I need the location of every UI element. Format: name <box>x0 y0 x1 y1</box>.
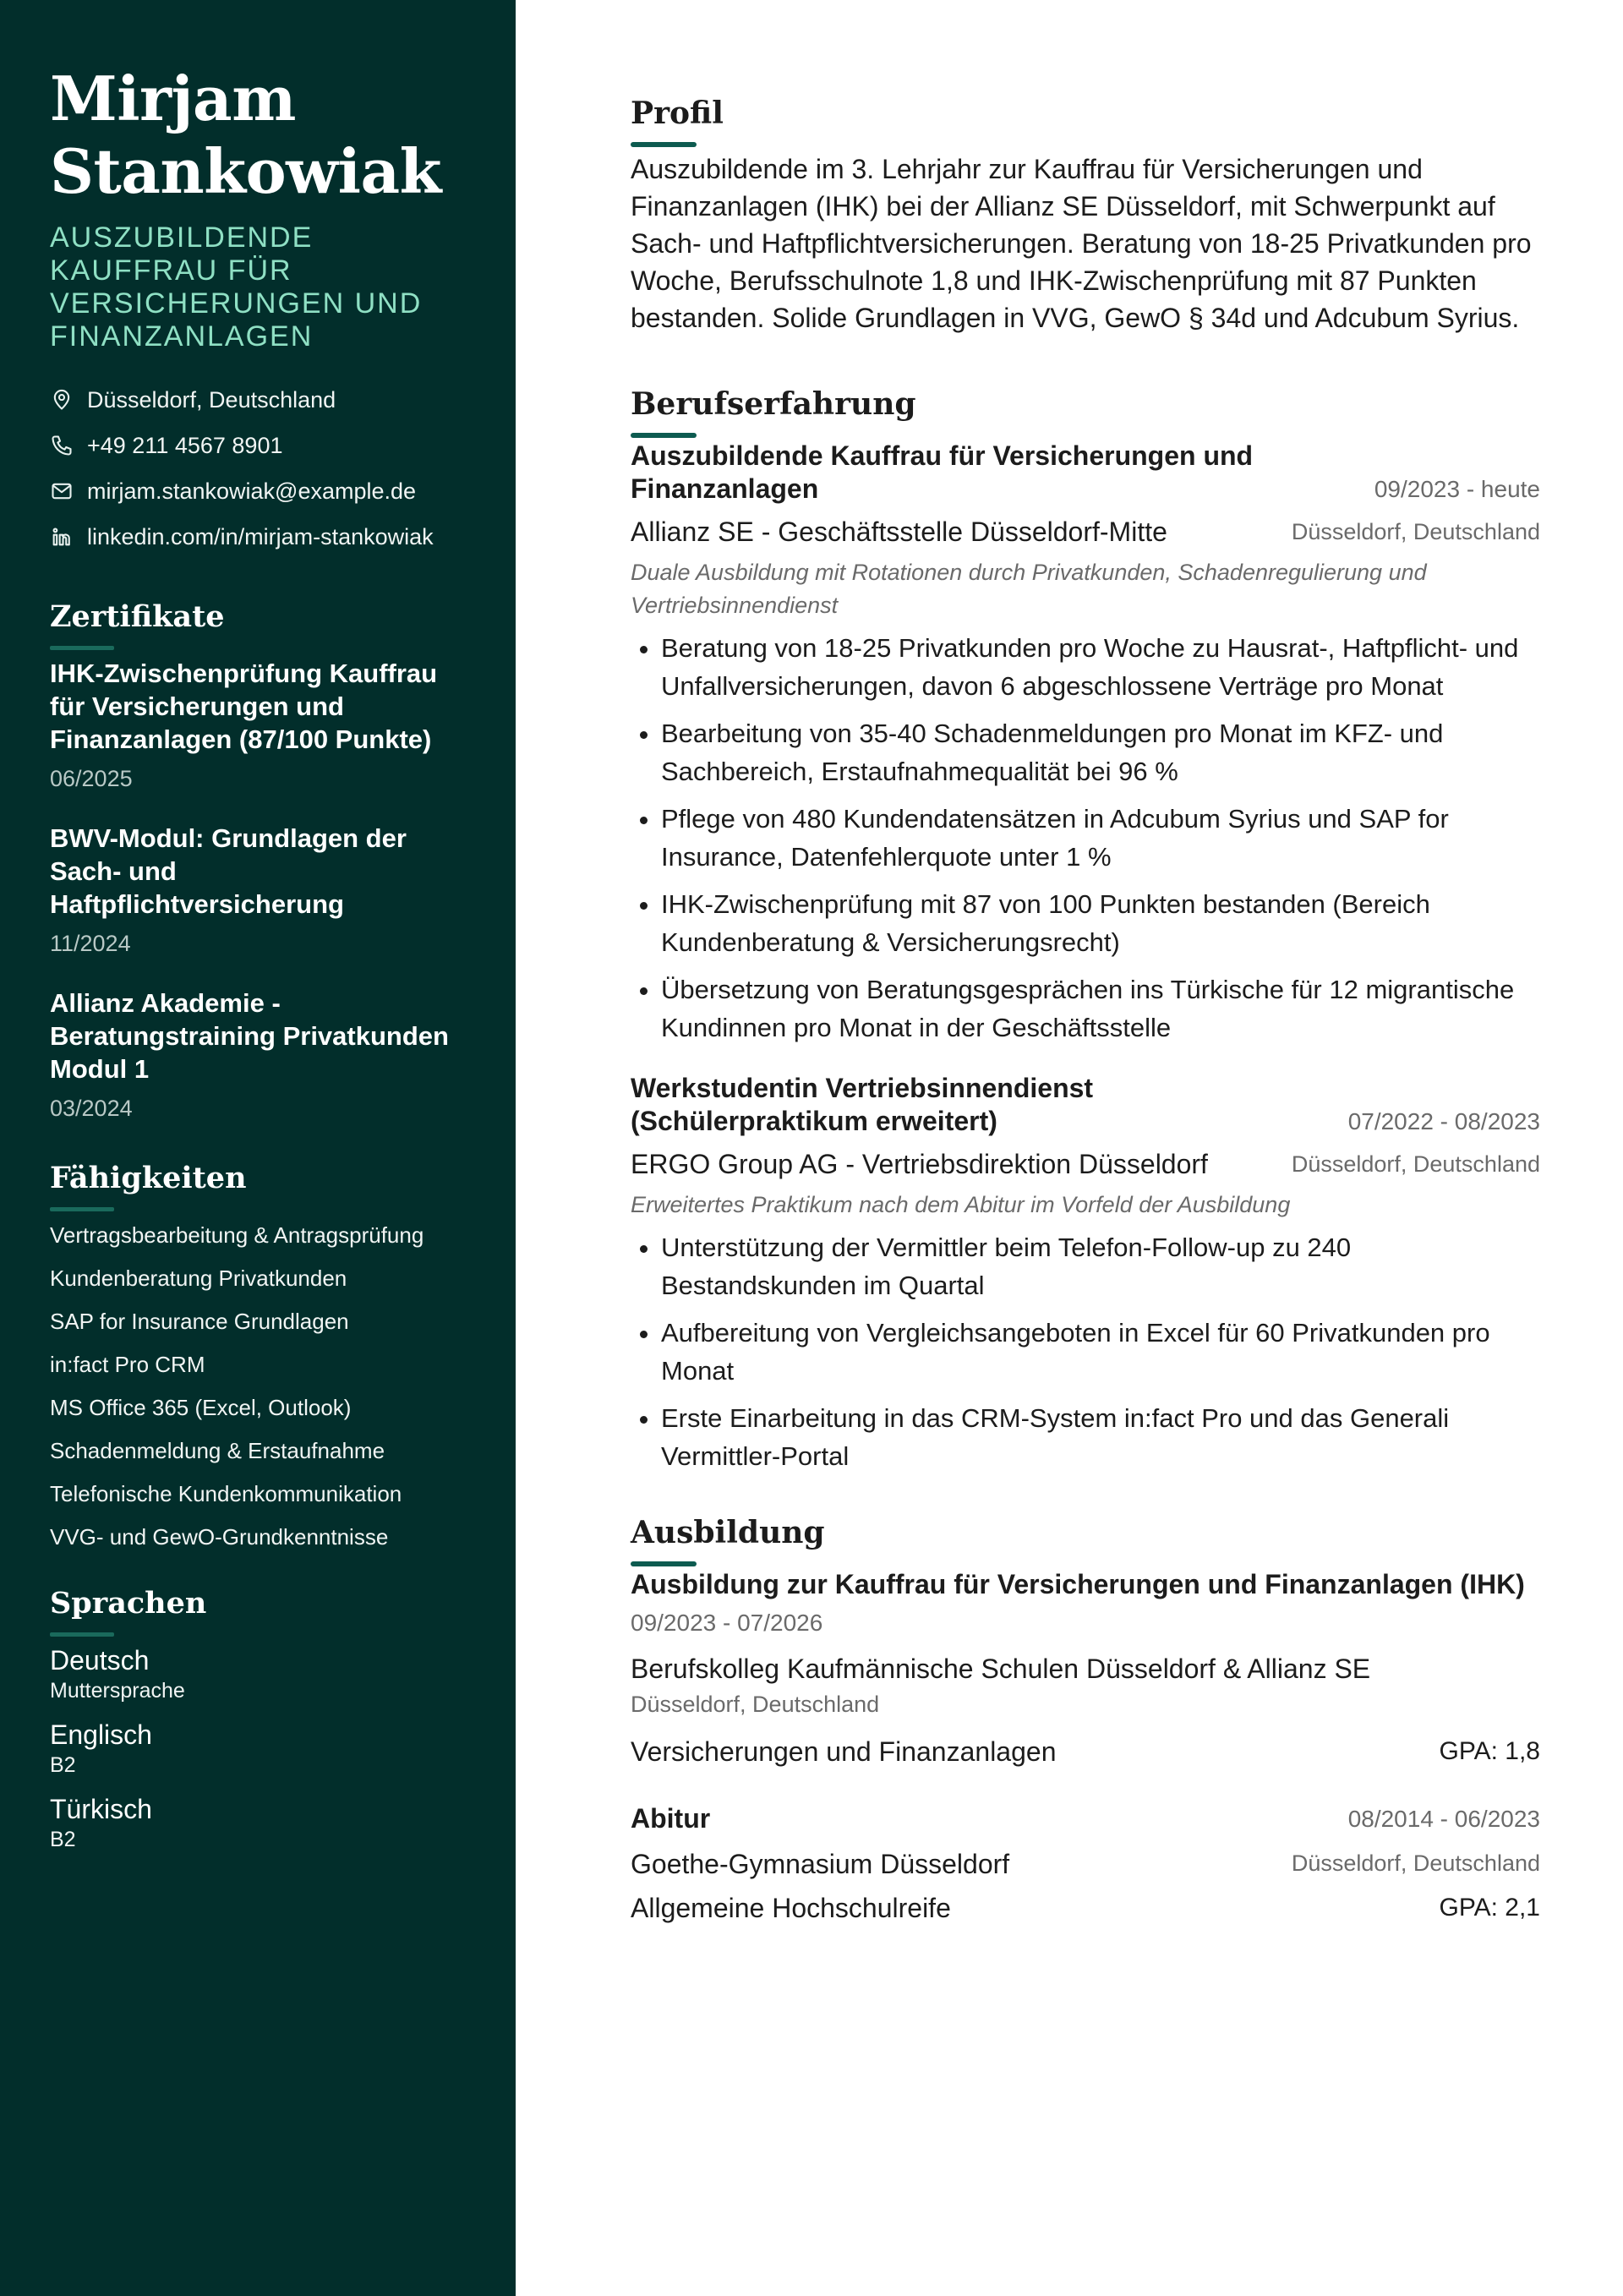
job-date: 07/2022 - 08/2023 <box>1347 1108 1540 1134</box>
job-company: ERGO Group AG - Vertriebsdirektion Düsseldorf <box>631 1149 1208 1179</box>
job-description: Duale Ausbildung mit Rotationen durch Privatkunden, Schadenregulierung und Vertriebsinnendienst <box>631 560 1427 618</box>
job-entry <box>631 440 1540 1047</box>
contact-location-text: Düsseldorf, Deutschland <box>87 386 336 413</box>
job-entry <box>631 1072 1540 1475</box>
skill-item: Schadenmeldung & Erstaufnahme <box>50 1438 385 1463</box>
certificate-date: 06/2025 <box>50 766 133 791</box>
skills-heading: Fähigkeiten <box>50 1161 247 1195</box>
experience-rule <box>631 433 697 438</box>
certificate-date: 11/2024 <box>50 931 131 956</box>
skill-item: Telefonische Kundenkommunikation <box>50 1481 402 1506</box>
experience-section <box>631 385 1540 1475</box>
contact-phone <box>50 423 468 468</box>
contact-phone-text: +49 211 4567 8901 <box>87 432 283 458</box>
job-company: Allianz SE - Geschäftsstelle Düsseldorf-Mitte <box>631 517 1167 547</box>
skill-item: Vertragsbearbeitung & Antragsprüfung <box>50 1222 424 1248</box>
job-bullet: • Aufbereitung von Vergleichsangeboten in Excel für 60 Privatkunden pro Monat <box>661 1314 1540 1390</box>
education-section <box>631 1514 1540 1925</box>
contact-email-text[interactable]: mirjam.stankowiak@example.de <box>87 478 417 504</box>
certificates-section <box>50 599 468 1123</box>
contact-location <box>50 377 468 423</box>
contact-email[interactable] <box>50 468 468 514</box>
phone-icon <box>50 434 74 457</box>
language-name: Deutsch <box>50 1645 150 1676</box>
job-bullet: • Pflege von 480 Kundendatensätzen in Adcubum Syrius und SAP for Insurance, Datenfehlerquote unter 1 % <box>661 800 1540 876</box>
job-title: Auszubildende Kauffrau für Versicherungen und Finanzanlagen <box>631 440 1254 504</box>
education-field: Allgemeine Hochschulreife <box>631 1893 951 1923</box>
sidebar <box>0 0 516 2296</box>
education-title: Abitur <box>631 1803 711 1834</box>
profile-rule <box>631 142 697 147</box>
languages-heading: Sprachen <box>50 1586 207 1621</box>
contact-linkedin[interactable] <box>50 514 468 560</box>
skill-item: in:fact Pro CRM <box>50 1352 205 1377</box>
profile-section <box>631 95 1540 336</box>
certificate-date: 03/2024 <box>50 1096 133 1121</box>
education-rule <box>631 1561 697 1566</box>
education-gpa: GPA: 2,1 <box>1439 1894 1540 1922</box>
education-institution: Berufskolleg Kaufmännische Schulen Düsseldorf & Allianz SE <box>631 1654 1371 1684</box>
education-location: Düsseldorf, Deutschland <box>1291 1850 1540 1876</box>
education-location: Düsseldorf, Deutschland <box>631 1692 880 1717</box>
skill-item: MS Office 365 (Excel, Outlook) <box>50 1395 352 1420</box>
education-institution: Goethe-Gymnasium Düsseldorf <box>631 1849 1010 1879</box>
certificate-name: IHK-Zwischenprüfung Kauffrau für Versicherungen und Finanzanlagen (87/100 Punkte) <box>50 659 438 754</box>
languages-section <box>50 1585 468 1853</box>
languages-rule <box>50 1632 114 1637</box>
language-level: B2 <box>50 1753 76 1777</box>
skills-section <box>50 1160 468 1553</box>
skills-list <box>50 1220 468 1553</box>
skill-item: VVG- und GewO-Grundkenntnisse <box>50 1524 389 1550</box>
certificates-rule <box>50 646 114 650</box>
language-level: B2 <box>50 1828 76 1851</box>
job-bullet: • Unterstützung der Vermittler beim Telefon-Follow-up zu 240 Bestandskunden im Quartal <box>661 1228 1540 1304</box>
linkedin-icon <box>50 525 74 549</box>
job-title: Werkstudentin Vertriebsinnendienst (Schülerpraktikum erweitert) <box>631 1073 1094 1136</box>
candidate-name: Mirjam Stankowiak <box>50 63 442 207</box>
education-entry <box>631 1802 1540 1925</box>
certificate-item <box>50 657 468 793</box>
contact-list <box>50 377 468 560</box>
language-name: Türkisch <box>50 1794 152 1824</box>
profile-text: Auszubildende im 3. Lehrjahr zur Kauffrau für Versicherungen und Finanzanlagen (IHK) bei der Allianz SE Düsseldorf, mit Schwerpunkt auf Sach- und Haftpflichtversicherungen. Beratung von 18-25 Privatkunden pro Woche, Berufsschulnote 1,8 und IHK-Zwischenprüfung mit 87 Punkten bestanden. Solide Grundlagen in VVG, GewO § 34d und Adcubum Syrius. <box>631 154 1532 333</box>
mail-icon <box>50 479 74 503</box>
job-location: Düsseldorf, Deutschland <box>1291 1151 1540 1177</box>
job-bullets <box>631 629 1540 1047</box>
skill-item: Kundenberatung Privatkunden <box>50 1266 347 1291</box>
language-name: Englisch <box>50 1719 152 1750</box>
experience-heading: Berufserfahrung <box>631 386 916 422</box>
job-bullet: • Bearbeitung von 35-40 Schadenmeldungen pro Monat im KFZ- und Sachbereich, Erstaufnahmequalität bei 96 % <box>661 714 1540 790</box>
job-location: Düsseldorf, Deutschland <box>1291 519 1540 544</box>
job-date: 09/2023 - heute <box>1374 476 1540 502</box>
job-bullet: • Beratung von 18-25 Privatkunden pro Woche zu Hausrat-, Haftpflicht- und Unfallversicherungen, davon 6 abgeschlossene Verträge pro Monat <box>661 629 1540 705</box>
profile-heading: Profil <box>631 96 724 131</box>
education-heading: Ausbildung <box>631 1515 825 1550</box>
certificates-heading: Zertifikate <box>50 599 225 634</box>
job-bullet: • IHK-Zwischenprüfung mit 87 von 100 Punkten bestanden (Bereich Kundenberatung & Versicherungsrecht) <box>661 885 1540 961</box>
job-bullet: • Übersetzung von Beratungsgesprächen ins Türkische für 12 migrantische Kundinnen pro Monat in der Geschäftsstelle <box>661 970 1540 1047</box>
education-date: 08/2014 - 06/2023 <box>1347 1806 1540 1832</box>
education-field: Versicherungen und Finanzanlagen <box>631 1736 1057 1767</box>
skills-rule <box>50 1207 114 1211</box>
certificate-name: Allianz Akademie - Beratungstraining Privatkunden Modul 1 <box>50 988 449 1084</box>
certificate-item <box>50 987 468 1123</box>
main-content <box>516 0 1623 2296</box>
education-gpa: GPA: 1,8 <box>1439 1737 1540 1765</box>
job-bullets <box>631 1228 1540 1475</box>
education-date: 09/2023 - 07/2026 <box>631 1610 823 1636</box>
job-description: Erweitertes Praktikum nach dem Abitur im Vorfeld der Ausbildung <box>631 1192 1291 1217</box>
job-bullet: • Erste Einarbeitung in das CRM-System in:fact Pro und das Generali Vermittler-Portal <box>661 1399 1540 1475</box>
contact-linkedin-text[interactable]: linkedin.com/in/mirjam-stankowiak <box>87 523 434 549</box>
language-level: Muttersprache <box>50 1679 185 1703</box>
location-pin-icon <box>50 388 74 412</box>
education-entry <box>631 1568 1540 1768</box>
education-title: Ausbildung zur Kauffrau für Versicherungen und Finanzanlagen (IHK) <box>631 1569 1525 1599</box>
certificate-item <box>50 822 468 958</box>
skill-item: SAP for Insurance Grundlagen <box>50 1309 349 1334</box>
languages-list <box>50 1643 468 1853</box>
certificate-name: BWV-Modul: Grundlagen der Sach- und Haftpflichtversicherung <box>50 823 407 919</box>
candidate-title: AUSZUBILDENDE KAUFFRAU FÜR VERSICHERUNGEN UND FINANZANLAGEN <box>50 221 423 353</box>
